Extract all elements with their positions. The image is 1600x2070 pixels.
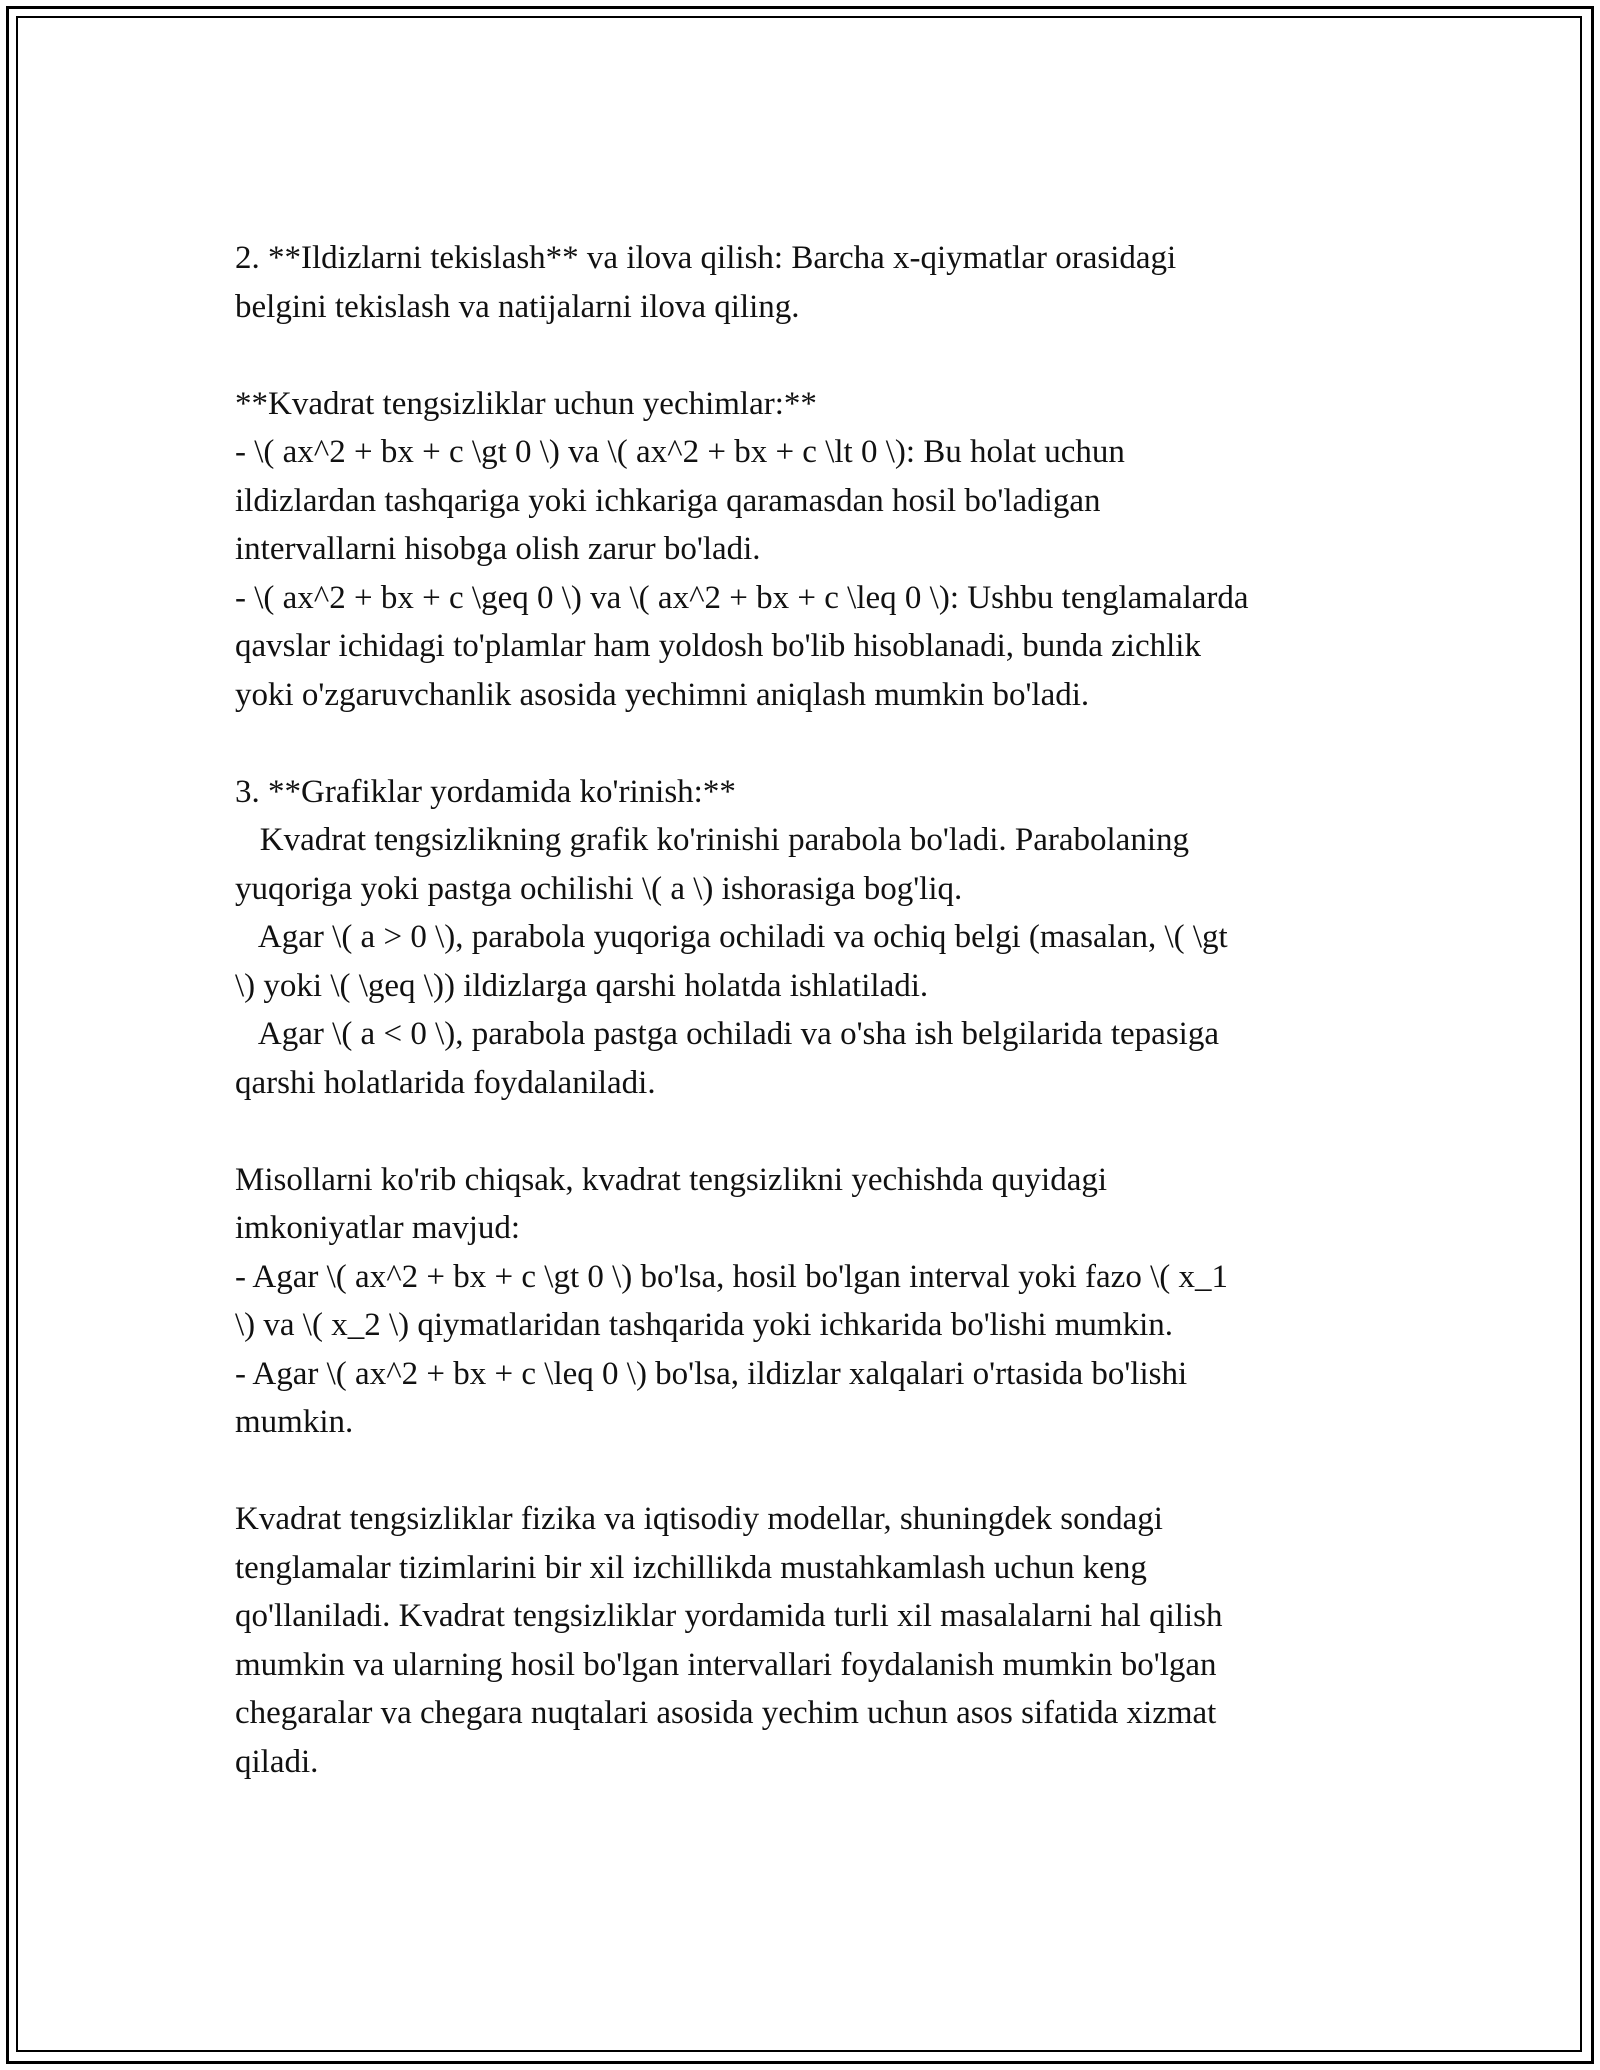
text-line: - \( ax^2 + bx + c \geq 0 \) va \( ax^2 + bx + c \leq 0 \): Ushbu tenglamalarda bbox=[235, 579, 1249, 616]
text-line: \) yoki \( \geq \)) ildizlarga qarshi holatda ishlatiladi. bbox=[235, 967, 929, 1004]
text-line: Misollarni ko'rib chiqsak, kvadrat tengsizlikni yechishda quyidagi bbox=[235, 1161, 1108, 1198]
paragraph-applications bbox=[235, 1495, 1385, 1786]
text-line: yoki o'zgaruvchanlik asosida yechimni aniqlash mumkin bo'ladi. bbox=[235, 676, 1090, 713]
section-heading: **Kvadrat tengsizliklar uchun yechimlar:** bbox=[235, 385, 817, 422]
document-body bbox=[235, 234, 1385, 1835]
text-line: mumkin va ularning hosil bo'lgan intervallari foydalanish mumkin bo'lgan bbox=[235, 1646, 1217, 1683]
text-line: Agar \( a < 0 \), parabola pastga ochiladi va o'sha ish belgilarida tepasiga bbox=[235, 1016, 1219, 1052]
text-line: ildizlardan tashqariga yoki ichkariga qaramasdan hosil bo'ladigan bbox=[235, 482, 1101, 519]
text-line: - Agar \( ax^2 + bx + c \gt 0 \) bo'lsa, hosil bo'lgan interval yoki fazo \( x_1 bbox=[235, 1258, 1228, 1295]
text-line: - Agar \( ax^2 + bx + c \leq 0 \) bo'lsa, ildizlar xalqalari o'rtasida bo'lishi bbox=[235, 1355, 1188, 1392]
text-line: qiladi. bbox=[235, 1743, 319, 1780]
text-line: Agar \( a > 0 \), parabola yuqoriga ochiladi va ochiq belgi (masalan, \( \gt bbox=[235, 919, 1228, 955]
paragraph-examples bbox=[235, 1156, 1385, 1447]
text-line: mumkin. bbox=[235, 1404, 354, 1440]
text-line: 2. **Ildizlarni tekislash** va ilova qilish: Barcha x-qiymatlar orasidagi bbox=[235, 240, 1177, 276]
text-line: intervallarni hisobga olish zarur bo'ladi. bbox=[235, 531, 761, 567]
text-line: Kvadrat tengsizliklar fizika va iqtisodiy modellar, shuningdek sondagi bbox=[235, 1501, 1163, 1537]
text-line: qarshi holatlarida foydalaniladi. bbox=[235, 1064, 656, 1101]
text-line: \) va \( x_2 \) qiymatlaridan tashqarida yoki ichkarida bo'lishi mumkin. bbox=[235, 1307, 1173, 1343]
text-line: qavslar ichidagi to'plamlar ham yoldosh bo'lib hisoblanadi, bunda zichlik bbox=[235, 628, 1201, 664]
text-line: yuqoriga yoki pastga ochilishi \( a \) ishorasiga bog'liq. bbox=[235, 870, 963, 907]
text-line: Kvadrat tengsizlikning grafik ko'rinishi parabola bo'ladi. Parabolaning bbox=[235, 822, 1189, 858]
text-line: imkoniyatlar mavjud: bbox=[235, 1210, 521, 1246]
text-line: - \( ax^2 + bx + c \gt 0 \) va \( ax^2 + bx + c \lt 0 \): Bu holat uchun bbox=[235, 434, 1125, 470]
paragraph-align-roots bbox=[235, 234, 1385, 331]
text-line: qo'llaniladi. Kvadrat tengsizliklar yordamida turli xil masalalarni hal qilish bbox=[235, 1598, 1223, 1634]
section-heading: 3. **Grafiklar yordamida ko'rinish:** bbox=[235, 773, 736, 810]
paragraph-solutions bbox=[235, 380, 1385, 720]
text-line: tenglamalar tizimlarini bir xil izchillikda mustahkamlash uchun keng bbox=[235, 1549, 1147, 1586]
text-line: chegaralar va chegara nuqtalari asosida yechim uchun asos sifatida xizmat bbox=[235, 1695, 1217, 1731]
text-line: belgini tekislash va natijalarni ilova qiling. bbox=[235, 288, 800, 325]
paragraph-graphs bbox=[235, 768, 1385, 1108]
